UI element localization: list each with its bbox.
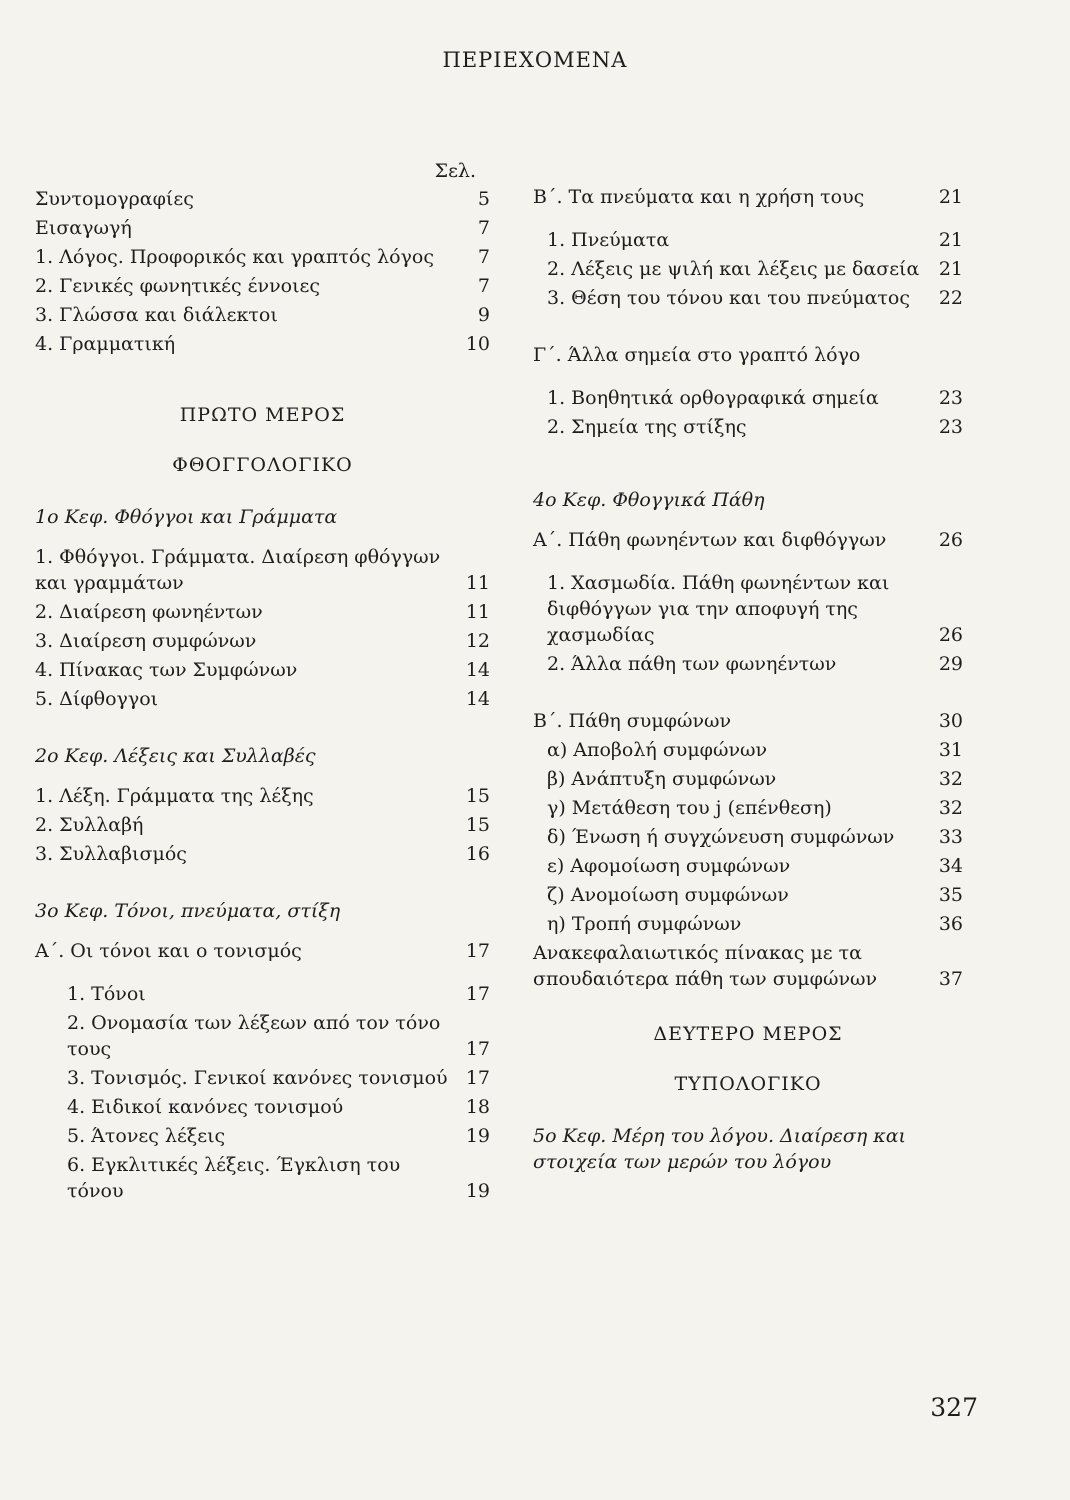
entry-text: 1. Βοηθητικά ορθογραφικά σημεία — [547, 387, 879, 409]
entry-text: 1. Φθόγγοι. Γράμματα. Διαίρεση φθόγγων και γραμμάτων — [35, 546, 441, 594]
entry-page: 26 — [938, 624, 963, 646]
entry-page: 21 — [938, 229, 963, 251]
entry-page: 21 — [938, 186, 963, 208]
entry-page: 23 — [938, 416, 963, 438]
toc-entry — [35, 981, 490, 1007]
entry-page: 16 — [465, 843, 490, 865]
entry-page: 23 — [938, 387, 963, 409]
toc-entry — [35, 273, 490, 299]
entry-page: 15 — [465, 814, 490, 836]
chapter-title: 5ο Κεφ. Μέρη του λόγου. Διαίρεση και στοιχεία των μερών του λόγου — [533, 1125, 906, 1173]
entry-text: 3. Θέση του τόνου και του πνεύματος — [547, 287, 910, 309]
entry-page: 14 — [465, 659, 490, 681]
entry-page: 7 — [477, 275, 490, 297]
entry-text: δ) Ένωση ή συγχώνευση συμφώνων — [547, 826, 895, 848]
right-column — [533, 184, 963, 1175]
toc-entry — [35, 812, 490, 838]
entry-text: 2. Γενικές φωνητικές έννοιες — [35, 275, 320, 297]
toc-entry — [533, 570, 963, 648]
part-title: ΔΕΥΤΕΡΟ ΜΕΡΟΣ — [653, 1023, 843, 1045]
toc-entry — [533, 853, 963, 879]
entry-text: 1. Λόγος. Προφορικός και γραπτός λόγος — [35, 246, 434, 268]
entry-page: 30 — [938, 710, 963, 732]
entry-text: 3. Συλλαβισμός — [35, 843, 187, 865]
entry-text: 6. Εγκλιτικές λέξεις. Έγκλιση του τόνου — [67, 1154, 401, 1202]
entry-text: Εισαγωγή — [35, 217, 132, 239]
chapter-title: 3ο Κεφ. Τόνοι, πνεύματα, στίξη — [35, 900, 341, 922]
entry-text: 3. Διαίρεση συμφώνων — [35, 630, 257, 652]
entry-text: 4. Πίνακας των Συμφώνων — [35, 659, 298, 681]
page-number: 327 — [930, 1393, 978, 1422]
entry-text: β) Ανάπτυξη συμφώνων — [547, 768, 777, 790]
toc-entry — [35, 1152, 490, 1204]
entry-page: 12 — [465, 630, 490, 652]
chapter-title: 4ο Κεφ. Φθογγικά Πάθη — [533, 489, 765, 511]
toc-entry — [35, 244, 490, 270]
entry-text: 5. Άτονες λέξεις — [67, 1125, 226, 1147]
entry-text: γ) Μετάθεση του j (επένθεση) — [547, 797, 832, 819]
entry-text: 1. Χασμωδία. Πάθη φωνηέντων και διφθόγγων για την αποφυγή της χασμωδίας — [547, 572, 890, 646]
entry-page: 33 — [938, 826, 963, 848]
toc-section — [533, 342, 963, 368]
entry-page: 31 — [938, 739, 963, 761]
toc-entry — [35, 783, 490, 809]
toc-entry — [35, 628, 490, 654]
entry-page: 32 — [938, 797, 963, 819]
entry-page: 29 — [938, 653, 963, 675]
entry-page: 22 — [938, 287, 963, 309]
toc-entry — [533, 737, 963, 763]
toc-entry — [35, 215, 490, 241]
entry-page: 17 — [465, 983, 490, 1005]
entry-text: 5. Δίφθογγοι — [35, 688, 159, 710]
toc-section — [533, 708, 963, 734]
page-label: Σελ. — [434, 160, 476, 182]
entry-text: 1. Πνεύματα — [547, 229, 670, 251]
entry-page: 19 — [465, 1125, 490, 1147]
toc-entry — [533, 824, 963, 850]
entry-text: η) Τροπή συμφώνων — [547, 913, 742, 935]
entry-page: 7 — [477, 246, 490, 268]
toc-section — [533, 184, 963, 210]
entry-page: 36 — [938, 913, 963, 935]
toc-entry — [35, 1094, 490, 1120]
page-title: ΠΕΡΙΕΧΟΜΕΝΑ — [442, 48, 628, 72]
toc-entry — [533, 766, 963, 792]
entry-text: Α΄. Πάθη φωνηέντων και διφθόγγων — [533, 529, 887, 551]
entry-page: 14 — [465, 688, 490, 710]
chapter-title: 1ο Κεφ. Φθόγγοι και Γράμματα — [35, 506, 338, 528]
entry-page: 9 — [477, 304, 490, 326]
entry-text: 2. Συλλαβή — [35, 814, 144, 836]
toc-entry — [533, 227, 963, 253]
entry-text: 1. Λέξη. Γράμματα της λέξης — [35, 785, 314, 807]
entry-text: Β΄. Πάθη συμφώνων — [533, 710, 732, 732]
entry-page: 17 — [465, 1067, 490, 1089]
entry-page: 17 — [465, 1038, 490, 1060]
entry-text: 2. Διαίρεση φωνηέντων — [35, 601, 263, 623]
entry-text: ε) Αφομοίωση συμφώνων — [547, 855, 791, 877]
entry-text: 3. Γλώσσα και διάλεκτοι — [35, 304, 278, 326]
chapter-title: 2ο Κεφ. Λέξεις και Συλλαβές — [35, 745, 316, 767]
toc-entry — [533, 285, 963, 311]
entry-page: 19 — [465, 1180, 490, 1202]
toc-entry — [35, 1065, 490, 1091]
toc-entry — [533, 651, 963, 677]
toc-entry — [35, 1123, 490, 1149]
toc-entry — [533, 882, 963, 908]
entry-text: 2. Ονομασία των λέξεων από τον τόνο τους — [67, 1012, 441, 1060]
entry-page: 34 — [938, 855, 963, 877]
entry-text: α) Αποβολή συμφώνων — [547, 739, 768, 761]
part-subtitle: ΤΥΠΟΛΟΓΙΚΟ — [674, 1073, 822, 1095]
entry-page: 5 — [477, 188, 490, 210]
entry-text: 2. Λέξεις με ψιλή και λέξεις με δασεία — [547, 258, 920, 280]
entry-text: Γ΄. Άλλα σημεία στο γραπτό λόγο — [533, 344, 861, 366]
entry-text: 3. Τονισμός. Γενικοί κανόνες τονισμού — [67, 1067, 448, 1089]
entry-page: 11 — [465, 572, 490, 594]
toc-entry — [35, 1010, 490, 1062]
toc-entry — [35, 599, 490, 625]
toc-section — [35, 938, 490, 964]
part-title: ΠΡΩΤΟ ΜΕΡΟΣ — [179, 404, 346, 426]
toc-entry — [35, 657, 490, 683]
entry-page: 17 — [465, 940, 490, 962]
toc-entry — [533, 385, 963, 411]
entry-page: 15 — [465, 785, 490, 807]
entry-page: 37 — [938, 968, 963, 990]
toc-entry — [35, 544, 490, 596]
entry-text: Ανακεφαλαιωτικός πίνακας με τα σπουδαιότερα πάθη των συμφώνων — [533, 942, 878, 990]
entry-text: Συντομογραφίες — [35, 188, 194, 210]
entry-page: 32 — [938, 768, 963, 790]
toc-entry — [35, 331, 490, 357]
toc-entry — [35, 841, 490, 867]
entry-text: 4. Ειδικοί κανόνες τονισμού — [67, 1096, 344, 1118]
entry-page: 26 — [938, 529, 963, 551]
entry-page: 7 — [477, 217, 490, 239]
toc-section — [533, 527, 963, 553]
entry-page: 11 — [465, 601, 490, 623]
toc-entry — [35, 686, 490, 712]
toc-entry — [35, 302, 490, 328]
entry-text: 4. Γραμματική — [35, 333, 176, 355]
left-column — [35, 160, 490, 1207]
entry-text: ζ) Ανομοίωση συμφώνων — [547, 884, 789, 906]
entry-page: 21 — [938, 258, 963, 280]
toc-entry — [533, 795, 963, 821]
part-subtitle: ΦΘΟΓΓΟΛΟΓΙΚΟ — [172, 454, 353, 476]
entry-page: 18 — [465, 1096, 490, 1118]
entry-text: 1. Τόνοι — [67, 983, 146, 1005]
entry-text: 2. Σημεία της στίξης — [547, 416, 747, 438]
toc-entry — [533, 940, 963, 992]
entry-text: Α΄. Οι τόνοι και ο τονισμός — [35, 940, 302, 962]
toc-entry — [533, 911, 963, 937]
toc-entry — [533, 256, 963, 282]
toc-entry — [35, 186, 490, 212]
entry-text: Β΄. Τα πνεύματα και η χρήση τους — [533, 186, 865, 208]
entry-page: 35 — [938, 884, 963, 906]
entry-text: 2. Άλλα πάθη των φωνηέντων — [547, 653, 837, 675]
entry-page: 10 — [465, 333, 490, 355]
toc-entry — [533, 414, 963, 440]
